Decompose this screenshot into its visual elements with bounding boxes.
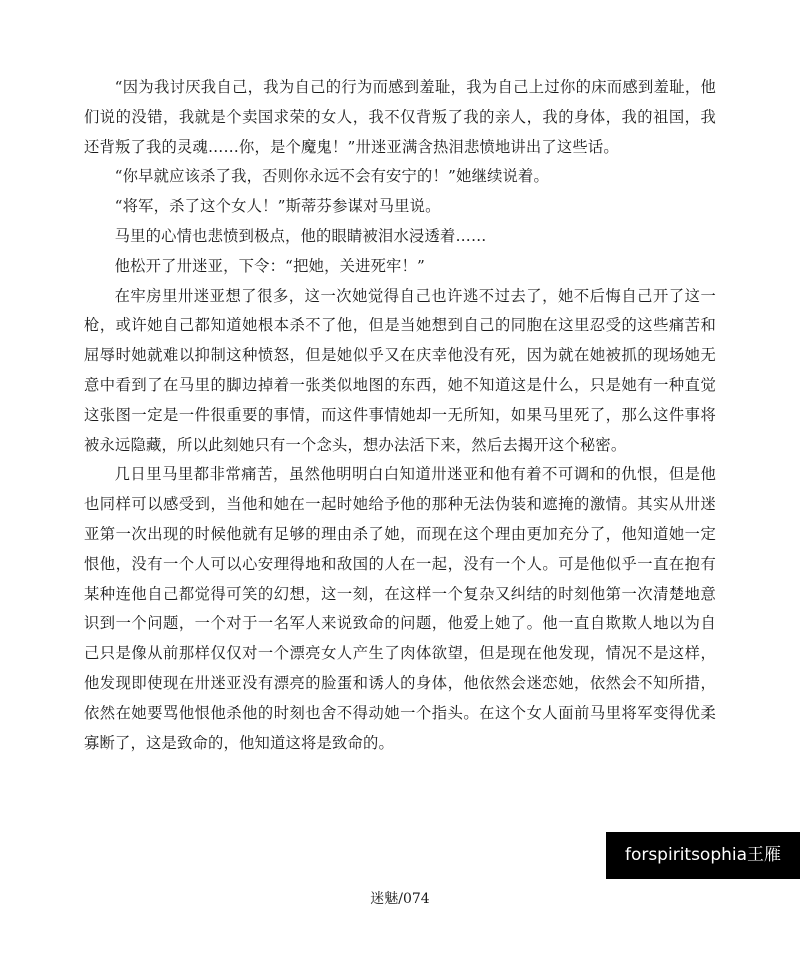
paragraph-5: 他松开了卅迷亚，下令：“把她，关进死牢！” <box>114 256 426 275</box>
paragraph-7: 几日里马里都非常痛苦，虽然他明明白白知道卅迷亚和他有着不可调和的仇恨，但是他也同样可以感受到，当他和她在一起时她给予他的那种无法伪装和遮掩的激情。其实从卅迷亚第一次出现的时候他就有足够的理由杀了她，而现在这个理由更加充分了，他知道她一定恨他，没有一个人可以心安理得地和敌国的人在一起，没有一个人。可是他似乎一直在抱有某种连他自己都觉得可笑的幻想，这一刻，在这样一个复杂又纠结的时刻他第一次清楚地意识到一个问题，一个对于一名军人来说致命的问题，他爱上她了。他一直自欺欺人地以为自己只是像从前那样仅仅对一个漂亮女人产生了肉体欲望，但是现在他发现，情况不是这样，他发现即使现在卅迷亚没有漂亮的脸蛋和诱人的身体，他依然会迷恋她，依然会不知所措，依然在她要骂他恨他杀他的时刻也舍不得动她一个指头。在这个女人面前马里将军变得优柔寡断了，这是致命的，他知道这将是致命的。 <box>84 465 716 752</box>
watermark-label: forspiritsophia王雁 <box>606 832 800 879</box>
page-body <box>84 73 716 758</box>
paragraph-6: 在牢房里卅迷亚想了很多，这一次她觉得自己也许逃不过去了，她不后悔自己开了这一枪，或许她自己都知道她根本杀不了他，但是当她想到自己的同胞在这里忍受的这些痛苦和屈辱时她就难以抑制这种愤怒，但是她似乎又在庆幸他没有死，因为就在她被抓的现场她无意中看到了在马里的脚边掉着一张类似地图的东西，她不知道这是什么，只是她有一种直觉这张图一定是一件很重要的事情，而这件事情她却一无所知，如果马里死了，那么这件事将被永远隐藏，所以此刻她只有一个念头，想办法活下来，然后去揭开这个秘密。 <box>84 286 716 454</box>
paragraph-1: “因为我讨厌我自己，我为自己的行为而感到羞耻，我为自己上过你的床而感到羞耻，他们说的没错，我就是个卖国求荣的女人，我不仅背叛了我的亲人，我的身体，我的祖国，我还背叛了我的灵魂……你，是个魔鬼！”卅迷亚满含热泪悲愤地讲出了这些话。 <box>84 78 716 156</box>
page-footer: 迷魅/074 <box>370 891 430 907</box>
paragraph-4: 马里的心情也悲愤到极点，他的眼睛被泪水浸透着…… <box>114 226 487 245</box>
paragraph-2: “你早就应该杀了我，否则你永远不会有安宁的！”她继续说着。 <box>114 167 550 186</box>
paragraph-3: “将军，杀了这个女人！”斯蒂芬参谋对马里说。 <box>114 197 441 216</box>
